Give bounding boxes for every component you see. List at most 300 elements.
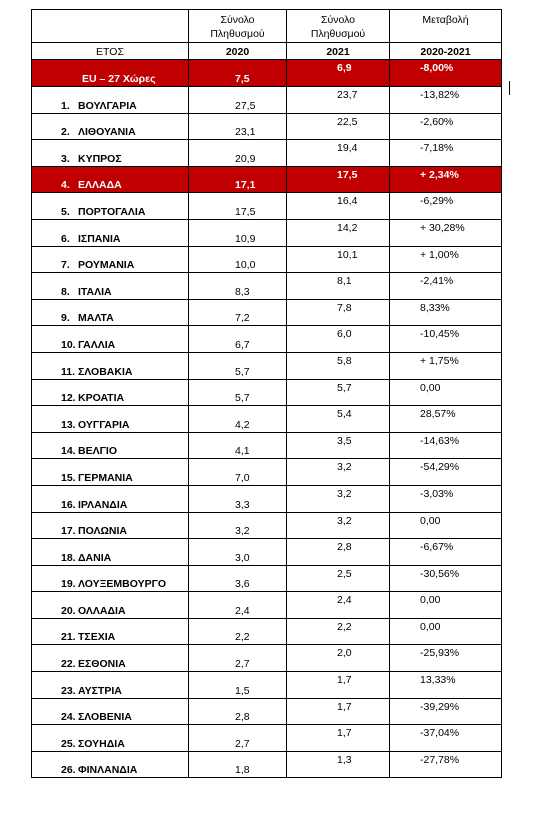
change-value: -54,29% (420, 461, 460, 474)
value-2020: 3,2 (235, 525, 250, 538)
country-label (61, 206, 145, 218)
value-2020-cell (189, 725, 287, 752)
value-2020: 2,7 (235, 658, 250, 671)
rank-number: 21. (61, 631, 76, 644)
value-2020: 3,3 (235, 498, 250, 511)
value-2021: 22,5 (337, 115, 358, 128)
change-value: 0,00 (420, 594, 441, 607)
value-2020: 5,7 (235, 392, 250, 405)
value-2021-cell (287, 459, 390, 486)
value-2021: 7,8 (337, 301, 352, 314)
country-name: ΓΑΛΛΙΑ (78, 338, 116, 351)
change-value: -2,41% (420, 275, 454, 288)
value-2021: 17,5 (337, 168, 358, 181)
rank-number: 16. (61, 498, 76, 511)
country-name: ΠΟΡΤΟΓΑΛΙΑ (78, 205, 146, 218)
country-label (61, 445, 117, 457)
country-cell (32, 299, 189, 326)
value-2020: 20,9 (235, 152, 256, 165)
table-row (32, 751, 502, 778)
value-2021: 16,4 (337, 195, 358, 208)
value-2020: 3,6 (235, 578, 250, 591)
rank-number: 15. (61, 471, 76, 484)
value-2021-cell (287, 539, 390, 566)
country-name: ΙΡΛΑΝΔΙΑ (78, 498, 128, 511)
value-2021-cell (287, 326, 390, 353)
value-2020: 8,3 (235, 285, 250, 298)
country-label (61, 312, 114, 324)
value-2021-cell (287, 87, 390, 114)
value-2020-cell (189, 751, 287, 778)
country-label (61, 100, 137, 112)
rank-number: 25. (61, 737, 76, 750)
eu-label-cell (32, 60, 189, 87)
value-2020-cell (189, 672, 287, 699)
country-name: ΦΙΝΛΑΝΔΙΑ (78, 764, 138, 777)
value-2021: 3,2 (337, 461, 352, 474)
value-2020-cell (189, 512, 287, 539)
header-blank-cell (32, 10, 189, 43)
table-row (32, 140, 502, 167)
country-label (61, 233, 120, 245)
value-2021-cell (287, 751, 390, 778)
value-2021: 2,8 (337, 541, 352, 554)
rank-number: 22. (61, 658, 76, 671)
value-2021-cell (287, 246, 390, 273)
country-cell (32, 166, 189, 193)
country-label (61, 259, 134, 271)
value-2020-cell (189, 246, 287, 273)
text-cursor (509, 81, 510, 95)
value-2020: 1,5 (235, 684, 250, 697)
rank-number: 1. (61, 99, 70, 112)
value-2020: 2,8 (235, 711, 250, 724)
change-cell (390, 645, 502, 672)
table-row (32, 113, 502, 140)
rank-number: 6. (61, 232, 70, 245)
eu-change-cell (390, 60, 502, 87)
value-2021: 1,7 (337, 700, 352, 713)
table-row (32, 273, 502, 300)
value-2021-cell (287, 113, 390, 140)
value-2020: 5,7 (235, 365, 250, 378)
value-2021-cell (287, 565, 390, 592)
table-row (32, 618, 502, 645)
value-2021-cell (287, 379, 390, 406)
value-2020-cell (189, 352, 287, 379)
value-2020-cell (189, 565, 287, 592)
value-2020: 2,2 (235, 631, 250, 644)
eu-2020-cell (189, 60, 287, 87)
value-2020: 4,1 (235, 445, 250, 458)
value-2020-cell (189, 87, 287, 114)
country-name: ΣΛΟΒΕΝΙΑ (78, 711, 132, 724)
table-row (32, 219, 502, 246)
value-2020: 17,1 (235, 179, 256, 192)
change-cell (390, 193, 502, 220)
table-row (32, 352, 502, 379)
change-value: + 2,34% (420, 168, 459, 181)
change-value: + 1,00% (420, 248, 459, 261)
header-change-title: Μεταβολή (390, 10, 502, 43)
country-name: ΓΕΡΜΑΝΙΑ (78, 471, 133, 484)
value-2020-cell (189, 299, 287, 326)
value-2020-cell (189, 592, 287, 619)
rank-number: 14. (61, 445, 76, 458)
table-row (32, 672, 502, 699)
header-row-years (32, 43, 502, 60)
country-cell (32, 432, 189, 459)
country-label (61, 392, 124, 404)
country-label (61, 499, 127, 511)
country-name: ΛΟΥΞΕΜΒΟΥΡΓΟ (78, 578, 167, 591)
country-cell (32, 140, 189, 167)
country-label (61, 126, 136, 138)
change-cell (390, 751, 502, 778)
country-name: ΔΑΝΙΑ (78, 551, 112, 564)
country-cell (32, 698, 189, 725)
rank-number: 5. (61, 205, 70, 218)
change-value: 0,00 (420, 620, 441, 633)
country-name: ΣΛΟΒΑΚΙΑ (78, 365, 133, 378)
country-label (61, 153, 122, 165)
country-name: ΙΤΑΛΙΑ (78, 285, 112, 298)
value-2020-cell (189, 459, 287, 486)
value-2020: 4,2 (235, 418, 250, 431)
change-value: -10,45% (420, 328, 460, 341)
rank-number: 20. (61, 604, 76, 617)
country-name: ΡΟΥΜΑΝΙΑ (78, 259, 135, 272)
country-label (61, 472, 133, 484)
value-2021: 23,7 (337, 89, 358, 101)
table-row (32, 379, 502, 406)
value-2021-cell (287, 273, 390, 300)
value-2020: 6,7 (235, 338, 250, 351)
value-2020-cell (189, 273, 287, 300)
value-2020-cell (189, 193, 287, 220)
value-2021: 5,7 (337, 381, 352, 394)
value-2020-cell (189, 406, 287, 433)
change-cell (390, 113, 502, 140)
table-row (32, 459, 502, 486)
change-value: + 30,28% (420, 221, 465, 234)
table-row (32, 87, 502, 114)
country-cell (32, 113, 189, 140)
value-2021-cell (287, 193, 390, 220)
rank-number: 9. (61, 312, 70, 325)
change-cell (390, 273, 502, 300)
table-row (32, 725, 502, 752)
value-2021: 1,3 (337, 753, 352, 766)
country-cell (32, 406, 189, 433)
value-2021: 6,0 (337, 328, 352, 341)
table-row (32, 432, 502, 459)
value-2021-cell (287, 672, 390, 699)
country-cell (32, 618, 189, 645)
table-row (32, 565, 502, 592)
country-name: ΙΣΠΑΝΙΑ (78, 232, 121, 245)
table-row (32, 193, 502, 220)
value-2020: 1,8 (235, 764, 250, 777)
country-name: ΕΛΛΑΔΑ (78, 179, 122, 192)
country-cell (32, 645, 189, 672)
value-2020: 2,4 (235, 604, 250, 617)
value-2021-cell (287, 618, 390, 645)
value-2021: 2,5 (337, 567, 352, 580)
country-name: ΒΕΛΓΙΟ (78, 445, 117, 458)
value-2020-cell (189, 379, 287, 406)
rank-number: 3. (61, 152, 70, 165)
rank-number: 26. (61, 764, 76, 777)
table-row (32, 299, 502, 326)
rank-number: 10. (61, 338, 76, 351)
value-2020-cell (189, 645, 287, 672)
country-label (61, 658, 126, 670)
header-2020-title: Σύνολο Πληθυσμού (189, 10, 287, 43)
change-cell (390, 379, 502, 406)
change-cell (390, 725, 502, 752)
eu-label: EU – 27 Χώρες (82, 73, 156, 85)
country-label (61, 685, 122, 697)
change-value: -6,67% (420, 541, 454, 554)
country-name: ΑΥΣΤΡΙΑ (78, 684, 122, 697)
value-2021: 5,8 (337, 354, 352, 367)
country-label (61, 525, 127, 537)
rank-number: 8. (61, 285, 70, 298)
value-2021-cell (287, 352, 390, 379)
value-2021: 8,1 (337, 275, 352, 288)
change-value: -39,29% (420, 700, 460, 713)
value-2020: 17,5 (235, 205, 256, 218)
value-2021: 10,1 (337, 248, 358, 261)
change-value: -14,63% (420, 434, 460, 447)
change-cell (390, 565, 502, 592)
value-2020-cell (189, 326, 287, 353)
change-value: -25,93% (420, 647, 460, 660)
header-2021: 2021 (287, 43, 390, 60)
value-2021: 1,7 (337, 674, 352, 687)
value-2020-cell (189, 618, 287, 645)
value-2021-cell (287, 725, 390, 752)
change-cell (390, 698, 502, 725)
change-value: -3,03% (420, 487, 454, 500)
change-value: 0,00 (420, 514, 441, 527)
country-label (61, 419, 129, 431)
change-cell (390, 512, 502, 539)
value-2021-cell (287, 432, 390, 459)
table-row (32, 326, 502, 353)
country-label (61, 339, 115, 351)
country-label (61, 552, 111, 564)
country-name: ΛΙΘΟΥΑΝΙΑ (78, 126, 136, 139)
value-2021-cell (287, 166, 390, 193)
country-label (61, 286, 112, 298)
change-value: -27,78% (420, 753, 460, 766)
country-cell (32, 219, 189, 246)
value-2020-cell (189, 166, 287, 193)
header-year-label: ΕΤΟΣ (32, 43, 189, 60)
table-row (32, 166, 502, 193)
rank-number: 4. (61, 179, 70, 192)
change-cell (390, 299, 502, 326)
change-cell (390, 352, 502, 379)
country-label (61, 631, 115, 643)
country-cell (32, 485, 189, 512)
table-row (32, 485, 502, 512)
change-value: -30,56% (420, 567, 460, 580)
change-cell (390, 485, 502, 512)
value-2021: 2,0 (337, 647, 352, 660)
eu-2021-cell (287, 60, 390, 87)
country-name: ΠΟΛΩΝΙΑ (78, 525, 127, 538)
value-2020-cell (189, 113, 287, 140)
table-row (32, 539, 502, 566)
value-2021-cell (287, 485, 390, 512)
value-2020: 10,9 (235, 232, 256, 245)
value-2021: 5,4 (337, 408, 352, 421)
change-cell (390, 672, 502, 699)
country-label (61, 605, 126, 617)
change-cell (390, 219, 502, 246)
value-2020-cell (189, 539, 287, 566)
change-cell (390, 140, 502, 167)
change-value: 8,33% (420, 301, 450, 314)
table-row (32, 512, 502, 539)
rank-number: 2. (61, 126, 70, 139)
value-2020: 3,0 (235, 551, 250, 564)
value-2021: 3,2 (337, 487, 352, 500)
rank-number: 11. (61, 365, 76, 378)
change-cell (390, 592, 502, 619)
change-value: 28,57% (420, 408, 456, 421)
change-cell (390, 166, 502, 193)
table-row (32, 592, 502, 619)
eu-row (32, 60, 502, 87)
rank-number: 7. (61, 259, 70, 272)
rank-number: 12. (61, 392, 76, 405)
value-2021-cell (287, 299, 390, 326)
value-2020-cell (189, 140, 287, 167)
country-cell (32, 379, 189, 406)
change-value: 0,00 (420, 381, 441, 394)
eu-2021: 6,9 (337, 62, 352, 74)
table-row (32, 246, 502, 273)
value-2020-cell (189, 485, 287, 512)
value-2021-cell (287, 219, 390, 246)
value-2020: 7,0 (235, 471, 250, 484)
header-range: 2020-2021 (390, 43, 502, 60)
change-value: + 1,75% (420, 354, 459, 367)
change-cell (390, 87, 502, 114)
country-cell (32, 352, 189, 379)
change-cell (390, 246, 502, 273)
country-name: ΒΟΥΛΓΑΡΙΑ (78, 99, 137, 112)
country-cell (32, 459, 189, 486)
rank-number: 18. (61, 551, 76, 564)
country-name: ΟΛΛΑΔΙΑ (78, 604, 126, 617)
rank-number: 17. (61, 525, 76, 538)
population-table (31, 9, 502, 778)
value-2021-cell (287, 645, 390, 672)
country-cell (32, 512, 189, 539)
country-name: ΚΥΠΡΟΣ (78, 152, 122, 165)
value-2021: 19,4 (337, 142, 358, 155)
country-name: ΟΥΓΓΑΡΙΑ (78, 418, 130, 431)
country-cell (32, 592, 189, 619)
change-cell (390, 539, 502, 566)
country-name: ΚΡΟΑΤΙΑ (78, 392, 125, 405)
table-row (32, 698, 502, 725)
eu-2020: 7,5 (235, 73, 250, 85)
country-label (61, 366, 132, 378)
rank-number: 13. (61, 418, 76, 431)
country-cell (32, 87, 189, 114)
value-2020-cell (189, 432, 287, 459)
change-cell (390, 406, 502, 433)
header-row-top (32, 10, 502, 43)
country-name: ΜΑΛΤΑ (78, 312, 114, 325)
change-value: -6,29% (420, 195, 454, 208)
value-2021-cell (287, 512, 390, 539)
value-2020: 7,2 (235, 312, 250, 325)
change-cell (390, 432, 502, 459)
value-2020: 10,0 (235, 259, 256, 272)
country-name: ΕΣΘΟΝΙΑ (78, 658, 126, 671)
value-2021: 3,2 (337, 514, 352, 527)
value-2020: 23,1 (235, 126, 256, 139)
country-name: ΤΣΕΧΙΑ (78, 631, 116, 644)
country-label (61, 764, 137, 776)
value-2020-cell (189, 698, 287, 725)
change-value: -13,82% (420, 89, 460, 101)
change-value: -37,04% (420, 727, 460, 740)
header-2021-title: Σύνολο Πληθυσμού (287, 10, 390, 43)
country-cell (32, 565, 189, 592)
header-2020: 2020 (189, 43, 287, 60)
country-label (61, 711, 132, 723)
value-2020-cell (189, 219, 287, 246)
value-2021-cell (287, 698, 390, 725)
country-cell (32, 246, 189, 273)
country-label (61, 578, 166, 590)
value-2021: 3,5 (337, 434, 352, 447)
value-2020: 27,5 (235, 99, 256, 112)
country-cell (32, 751, 189, 778)
change-cell (390, 618, 502, 645)
country-label (61, 179, 122, 191)
country-cell (32, 326, 189, 353)
eu-change: -8,00% (420, 62, 454, 74)
value-2020: 2,7 (235, 737, 250, 750)
change-value: -2,60% (420, 115, 454, 128)
value-2021-cell (287, 140, 390, 167)
value-2021: 14,2 (337, 221, 358, 234)
country-cell (32, 193, 189, 220)
change-cell (390, 326, 502, 353)
rank-number: 24. (61, 711, 76, 724)
country-cell (32, 725, 189, 752)
value-2021: 2,2 (337, 620, 352, 633)
table-row (32, 645, 502, 672)
country-cell (32, 273, 189, 300)
change-value: -7,18% (420, 142, 454, 155)
value-2021-cell (287, 592, 390, 619)
country-cell (32, 672, 189, 699)
table-row (32, 406, 502, 433)
country-cell (32, 539, 189, 566)
country-label (61, 738, 125, 750)
rank-number: 23. (61, 684, 76, 697)
